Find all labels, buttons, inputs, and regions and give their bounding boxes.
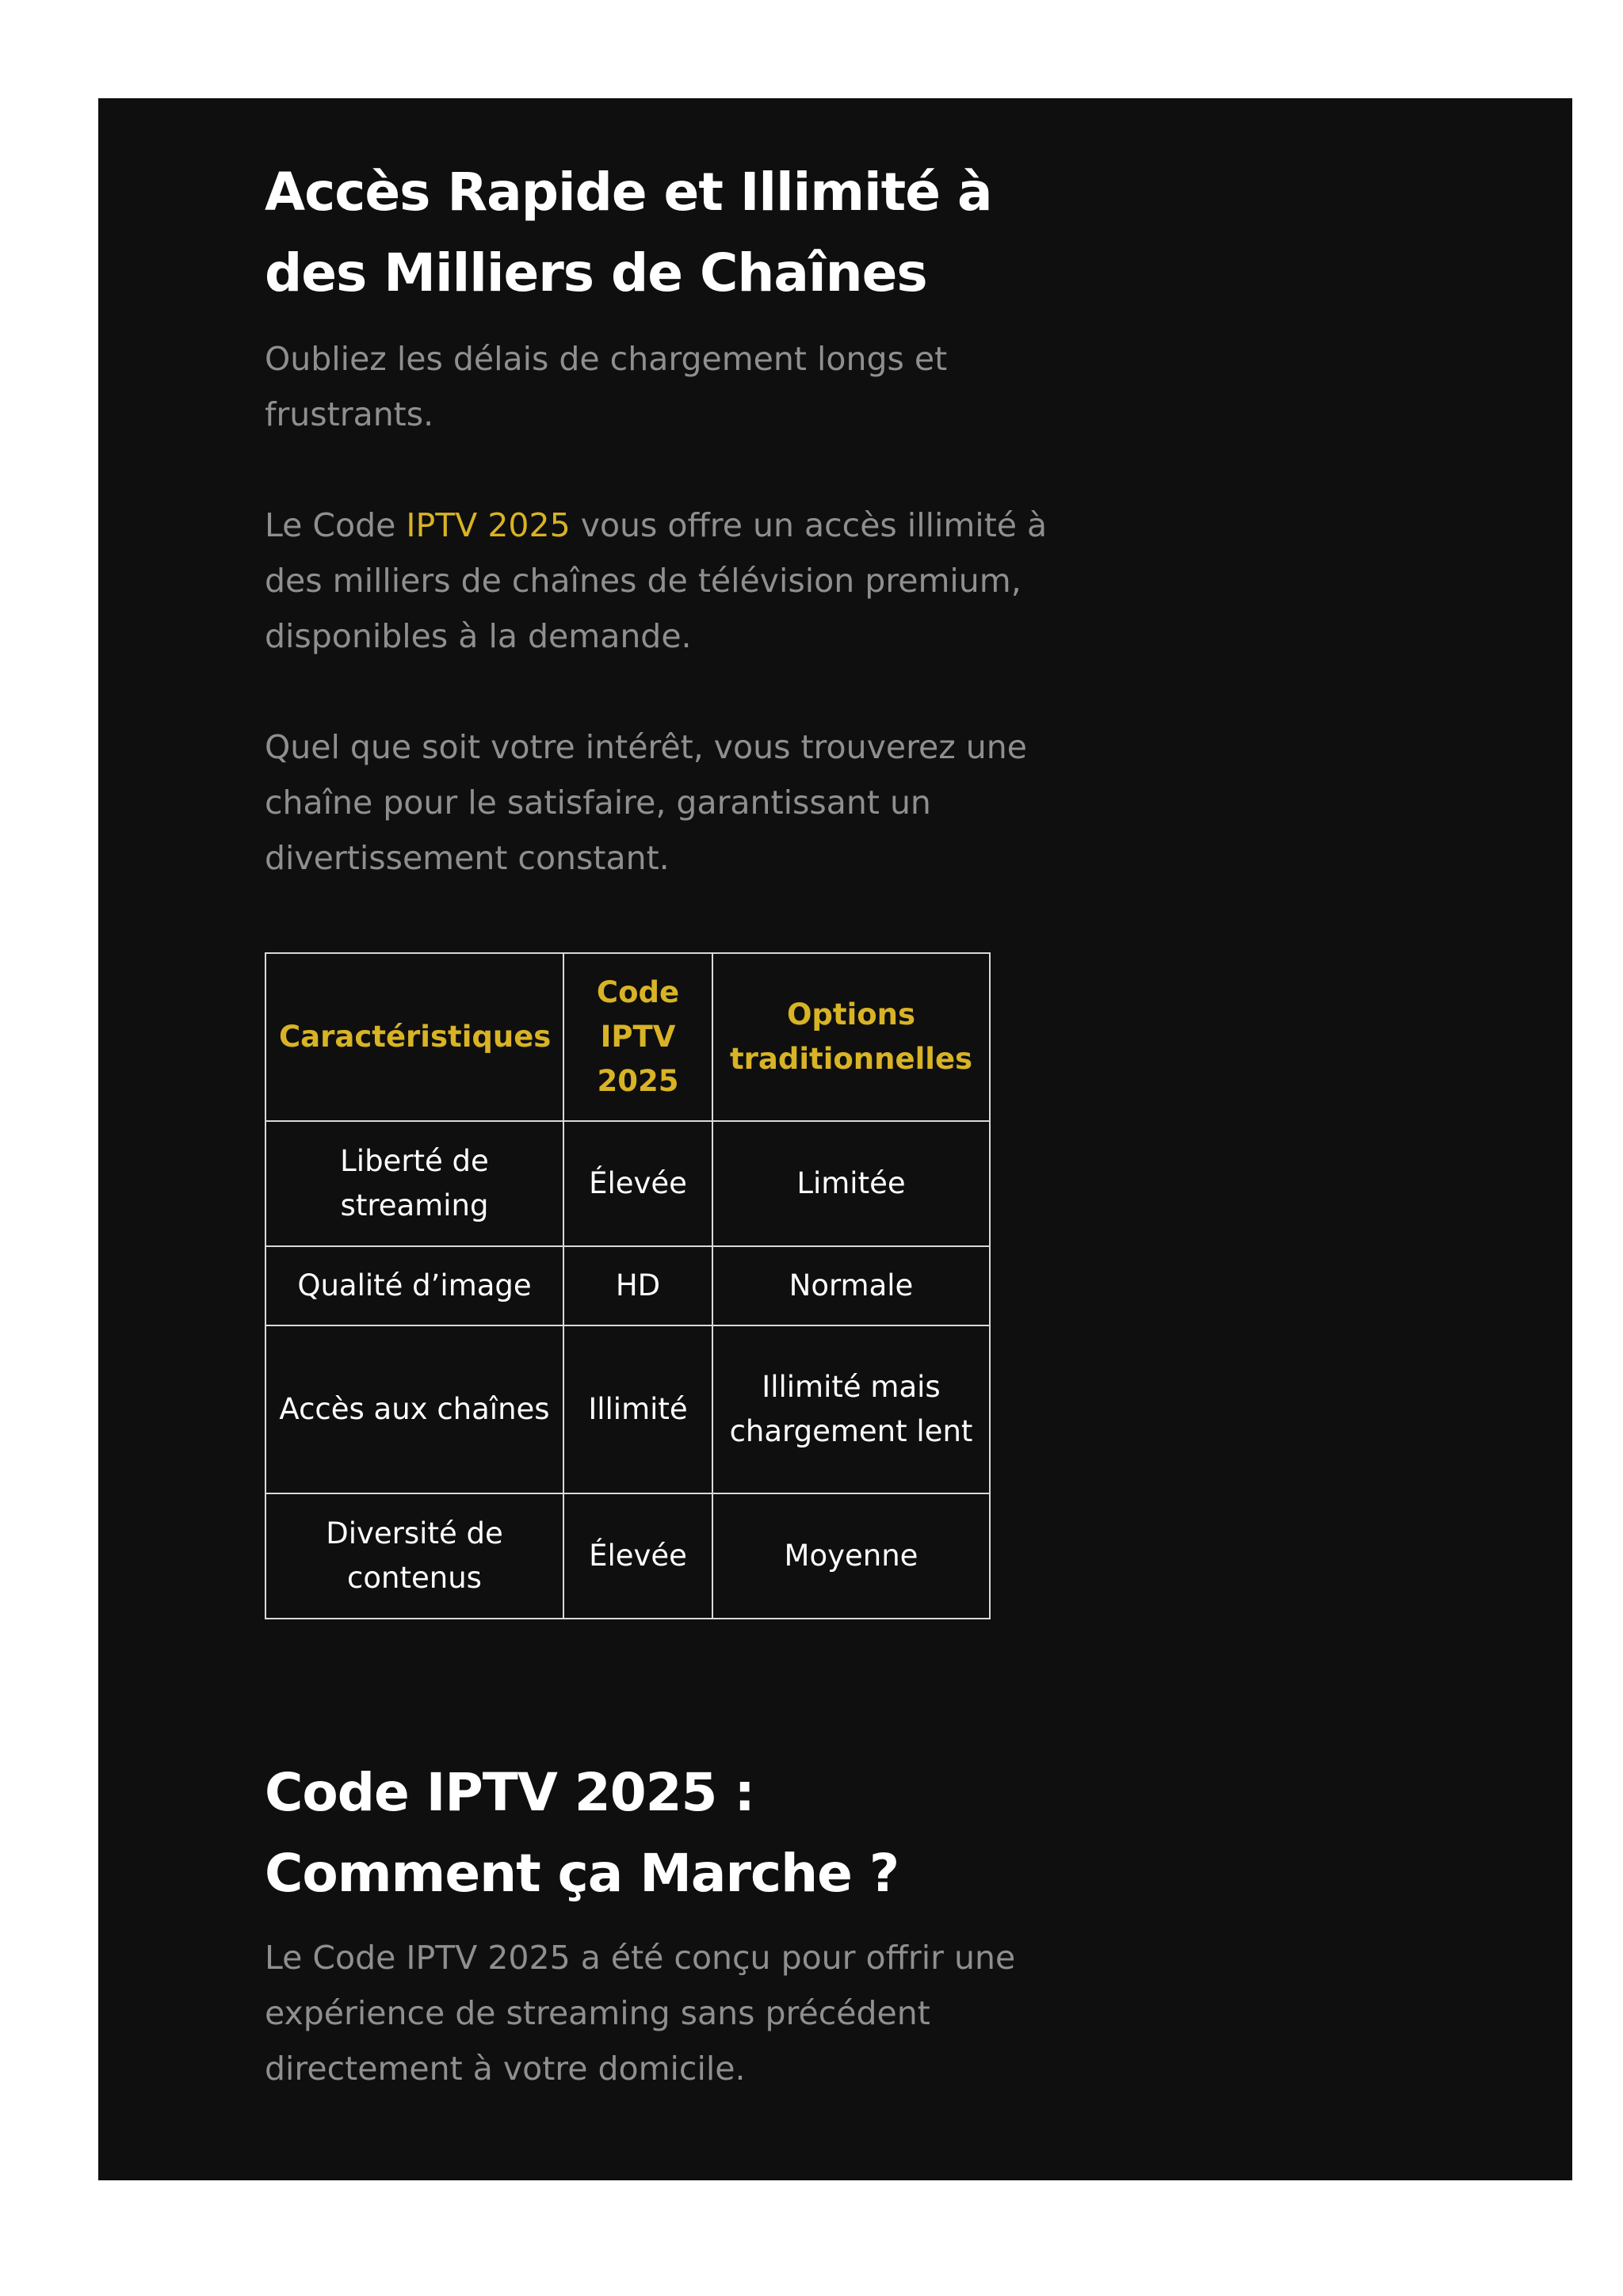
comparison-table bbox=[265, 952, 991, 1619]
section-title-channels bbox=[265, 152, 1089, 314]
table-header-cell: Caractéristiques bbox=[265, 953, 563, 1121]
table-header-cell: Code IPTV 2025 bbox=[563, 953, 712, 1121]
title-line: Accès Rapide et Illimité à bbox=[265, 162, 992, 223]
table-cell: Élevée bbox=[563, 1493, 712, 1619]
table-row bbox=[265, 1493, 990, 1619]
table-row bbox=[265, 1121, 990, 1246]
article-content bbox=[265, 152, 1089, 2096]
table-row bbox=[265, 1325, 990, 1493]
table-cell: Illimité bbox=[563, 1325, 712, 1493]
accent-keyword: IPTV 2025 bbox=[406, 506, 571, 544]
table-cell: Liberté de streaming bbox=[265, 1121, 563, 1246]
paragraph-interest: Quel que soit votre intérêt, vous trouverez une chaîne pour le satisfaire, garantissant un divertissement constant. bbox=[265, 728, 1027, 877]
table-cell: Élevée bbox=[563, 1121, 712, 1246]
paragraph-offer bbox=[265, 498, 1089, 664]
table-cell: Limitée bbox=[712, 1121, 990, 1246]
paragraph-intro: Oubliez les délais de chargement longs et frustrants. bbox=[265, 340, 948, 433]
table-cell: Accès aux chaînes bbox=[265, 1325, 563, 1493]
title-line: des Milliers de Chaînes bbox=[265, 242, 927, 303]
title-line: Code IPTV 2025 : bbox=[265, 1762, 754, 1823]
table-header-cell: Options traditionnelles bbox=[712, 953, 990, 1121]
table-row bbox=[265, 1246, 990, 1325]
table-cell: Illimité mais chargement lent bbox=[712, 1325, 990, 1493]
paragraph-text: Le Code bbox=[265, 506, 407, 544]
paragraph-text: vous offre un accès illimité à des milliers de chaînes de télévision premium, disponibles à la demande. bbox=[265, 506, 1048, 655]
table-cell: Normale bbox=[712, 1246, 990, 1325]
table-cell: Diversité de contenus bbox=[265, 1493, 563, 1619]
table-cell: Moyenne bbox=[712, 1493, 990, 1619]
table-cell: HD bbox=[563, 1246, 712, 1325]
paragraph-how-it-works: Le Code IPTV 2025 a été conçu pour offrir une expérience de streaming sans précédent directement à votre domicile. bbox=[265, 1939, 1016, 2088]
content-panel bbox=[98, 98, 1572, 2180]
section-title-how-it-works bbox=[265, 1753, 1089, 1914]
table-cell: Qualité d’image bbox=[265, 1246, 563, 1325]
title-line: Comment ça Marche ? bbox=[265, 1843, 899, 1904]
table-header-row bbox=[265, 953, 990, 1121]
